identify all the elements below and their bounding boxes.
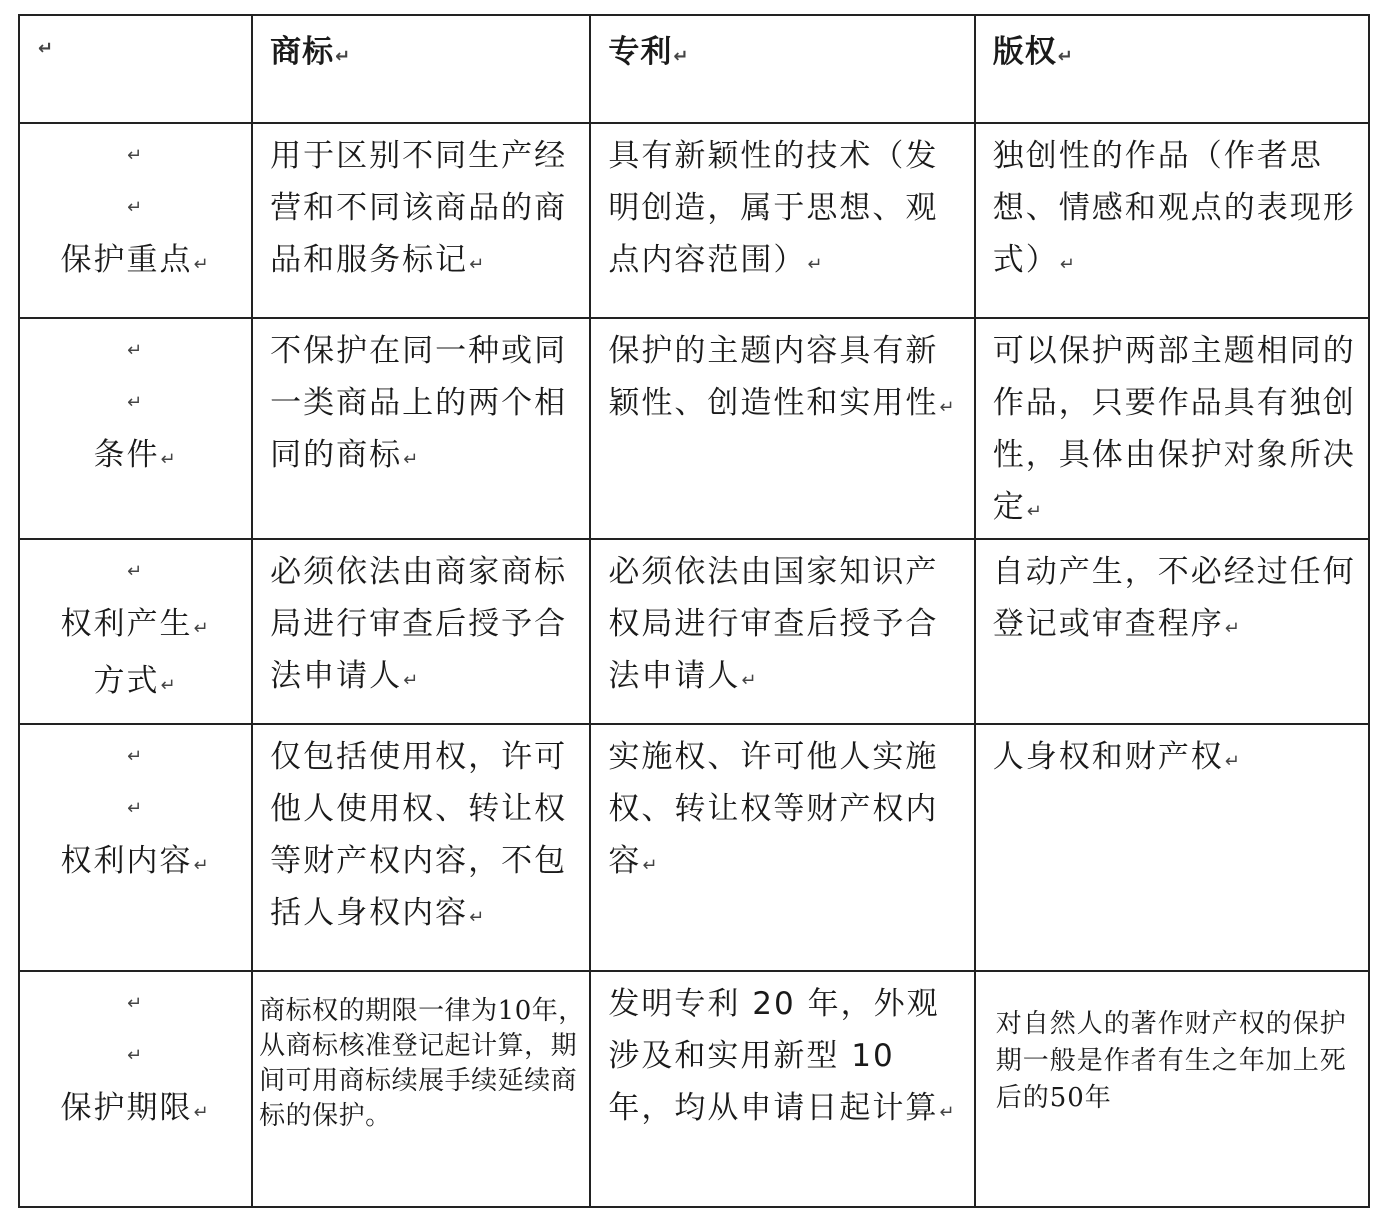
patent-cell — [590, 539, 974, 724]
cell-text: 商标权的期限一律为10年，从商标核准登记起计算，期间可用商标续展手续延续商标的保护。 — [259, 996, 585, 1131]
patent-cell — [590, 123, 974, 318]
paragraph-mark: ↵ — [1224, 618, 1242, 639]
trademark-cell — [252, 724, 590, 971]
paragraph-mark: ↵ — [1057, 46, 1074, 67]
paragraph-mark: ↵ — [160, 675, 178, 696]
paragraph-mark: ↵ — [127, 1045, 145, 1066]
paragraph-mark: ↵ — [939, 1102, 957, 1123]
cell-text: 商标 — [270, 34, 335, 70]
paragraph-mark: ↵ — [1026, 501, 1044, 522]
cell-text: 必须依法由商家商标局进行审查后授予合法申请人 — [270, 554, 568, 694]
row-label-cell — [19, 724, 252, 971]
paragraph-mark: ↵ — [673, 46, 690, 67]
copyright-cell — [975, 318, 1369, 539]
cell-text: 必须依法由国家知识产权局进行审查后授予合法申请人 — [608, 554, 939, 694]
paragraph-mark: ↵ — [939, 397, 957, 418]
trademark-cell — [252, 971, 590, 1207]
paragraph-mark: ↵ — [127, 392, 145, 413]
cell-text: 保护重点 — [60, 242, 193, 278]
row-label-cell — [19, 318, 252, 539]
table-row — [19, 971, 1369, 1207]
paragraph-mark: ↵ — [127, 993, 145, 1014]
paragraph-mark: ↵ — [335, 46, 352, 67]
patent-cell — [590, 971, 974, 1207]
header-row — [19, 15, 1369, 123]
paragraph-mark: ↵ — [38, 38, 55, 59]
copyright-cell — [975, 971, 1369, 1207]
paragraph-mark: ↵ — [193, 618, 211, 639]
paragraph-mark: ↵ — [193, 1102, 211, 1123]
paragraph-mark: ↵ — [127, 197, 145, 218]
cell-text: 发明专利 20 年，外观涉及和实用新型 10 年，均从申请日起计算 — [608, 986, 940, 1126]
table-row — [19, 123, 1369, 318]
cell-text: 保护期限 — [60, 1090, 193, 1126]
cell-text: 权利产生 — [60, 606, 193, 642]
cell-text: 人身权和财产权 — [992, 739, 1224, 775]
copyright-cell — [975, 724, 1369, 971]
paragraph-mark: ↵ — [469, 907, 487, 928]
cell-text: 对自然人的著作财产权的保护期一般是作者有生之年加上死后的50年 — [995, 1009, 1347, 1113]
header-patent — [590, 15, 974, 123]
paragraph-mark: ↵ — [642, 855, 660, 876]
cell-text: 专利 — [608, 34, 673, 70]
cell-text: 实施权、许可他人实施权、转让权等财产权内容 — [608, 739, 939, 879]
cell-text: 用于区别不同生产经营和不同该商品的商品和服务标记 — [270, 138, 568, 278]
trademark-cell — [252, 318, 590, 539]
paragraph-mark: ↵ — [403, 449, 421, 470]
header-trademark — [252, 15, 590, 123]
row-label-cell — [19, 971, 252, 1207]
cell-text: 可以保护两部主题相同的作品，只要作品具有独创性，具体由保护对象所决定 — [992, 333, 1356, 525]
patent-cell — [590, 318, 974, 539]
paragraph-mark: ↵ — [193, 855, 211, 876]
paragraph-mark: ↵ — [127, 746, 145, 767]
paragraph-mark: ↵ — [403, 670, 421, 691]
copyright-cell — [975, 539, 1369, 724]
cell-text: 自动产生，不必经过任何登记或审查程序 — [992, 554, 1356, 642]
row-label-cell — [19, 539, 252, 724]
cell-text: 保护的主题内容具有新颖性、创造性和实用性 — [608, 333, 939, 421]
header-corner-cell — [19, 15, 252, 123]
cell-text: 独创性的作品（作者思想、情感和观点的表现形式） — [992, 138, 1356, 278]
cell-text: 仅包括使用权，许可他人使用权、转让权等财产权内容，不包括人身权内容 — [270, 739, 568, 931]
cell-text: 权利内容 — [60, 843, 193, 879]
cell-text: 不保护在同一种或同一类商品上的两个相同的商标 — [270, 333, 568, 473]
ip-comparison-table — [18, 14, 1370, 1208]
trademark-cell — [252, 123, 590, 318]
trademark-cell — [252, 539, 590, 724]
header-copyright — [975, 15, 1369, 123]
paragraph-mark: ↵ — [127, 340, 145, 361]
row-label-cell — [19, 123, 252, 318]
paragraph-mark: ↵ — [127, 145, 145, 166]
paragraph-mark: ↵ — [807, 254, 825, 275]
patent-cell — [590, 724, 974, 971]
paragraph-mark: ↵ — [193, 254, 211, 275]
paragraph-mark: ↵ — [127, 798, 145, 819]
copyright-cell — [975, 123, 1369, 318]
paragraph-mark: ↵ — [469, 254, 487, 275]
paragraph-mark: ↵ — [1059, 254, 1077, 275]
paragraph-mark: ↵ — [127, 561, 145, 582]
paragraph-mark: ↵ — [741, 670, 759, 691]
cell-text: 方式 — [93, 663, 160, 699]
cell-text: 条件 — [93, 437, 160, 473]
table-row — [19, 724, 1369, 971]
cell-text: 版权 — [992, 34, 1057, 70]
paragraph-mark: ↵ — [1224, 751, 1242, 772]
table-row — [19, 539, 1369, 724]
paragraph-mark: ↵ — [160, 449, 178, 470]
cell-text: 具有新颖性的技术（发明创造，属于思想、观点内容范围） — [608, 138, 939, 278]
table-row — [19, 318, 1369, 539]
